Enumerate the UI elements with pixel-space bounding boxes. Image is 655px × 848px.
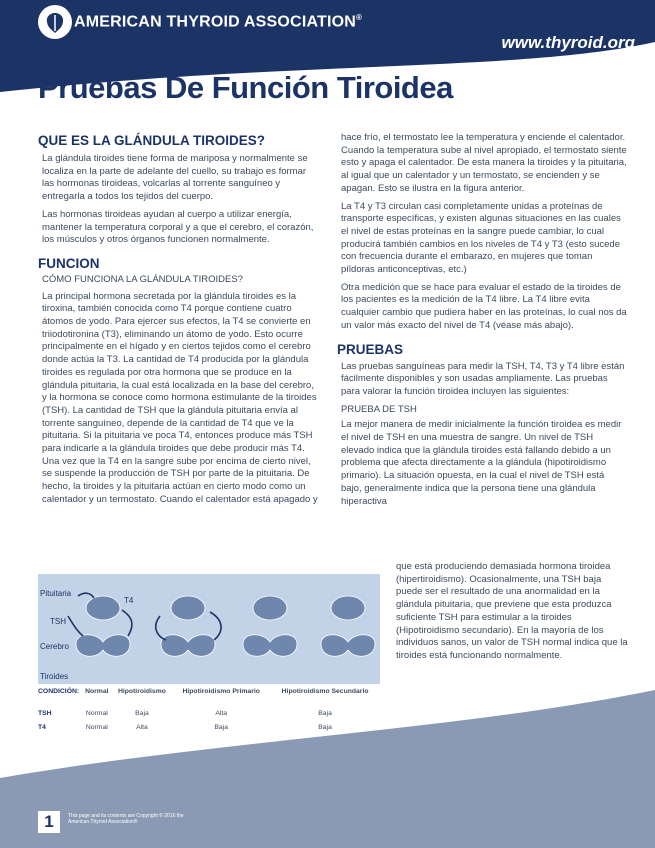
- label-pituitaria: Pituitaria: [40, 589, 72, 598]
- page-number: 1: [38, 811, 60, 833]
- paragraph: Las hormonas tiroideas ayudan al cuerpo a utilizar energía, mantener la temperatura corporal y a que el cerebro, el corazón, los músculos y otros órganos funcionen normalmente.: [42, 208, 314, 246]
- section-heading-que-es: QUE ES LA GLÁNDULA TIROIDES?: [38, 133, 266, 148]
- website-url[interactable]: www.thyroid.org: [501, 33, 635, 52]
- column-header: Normal: [85, 688, 109, 695]
- condicion-label: CONDICIÓN:: [38, 688, 80, 695]
- label-cerebro: Cerebro: [40, 642, 69, 651]
- registered-mark: ®: [356, 12, 363, 22]
- paragraph: La mejor manera de medir inicialmente la función tiroidea es medir el nivel de TSH en una muestra de sangre. Un nivel de TSH elevado indica que la glándula tiroides está fallando debido a un problema que afecta directamente a la glándula (hipotiroidismo primario). La situación opuesta, en la cual el nivel de TSH está bajo, generalmente indica que la persona tiene una glándula hiperactiva: [341, 419, 622, 507]
- column-header: Hipotiroidismo: [117, 688, 166, 695]
- subheading: PRUEBA DE TSH: [341, 403, 417, 415]
- column-header: Hipotiroidismo Secundario: [281, 688, 369, 695]
- table-cell: Baja: [318, 724, 332, 731]
- paragraph: La principal hormona secretada por la glándula tiroides es la tiroxina, también conocida como T4 porque contiene cuatro átomos de yodo. Para ejercer sus efectos, la T4 se convierte en triiodotironina (T3), eliminando un átomo de yodo. Esto ocurre principalmente en el hígado y en ciertos tejidos como el cerebro donde actúa la T3. La cantidad de T4 producida por la glándula tiroides es regulada por otra hormona que se produce en la glándula pituitaria, la cual está localizada en la base del cerebro, y la hormona se conoce como hormona estimulante de la tiroides (TSH). La cantidad de TSH que la glándula pituitaria envía al torrente sanguíneo, depende de la cantidad de T4 que ve la pituitaria. Si la pituitaria ve poca T4, entonces produce más TSH para indicarle a la glándula tiroides que debe producir más T4. Una vez que la T4 en la sangre sube por encima de cierto nivel, se suspende la producción de TSH por parte de la pituitaria. De hecho, la tiroides y la pituitaria actúan en cierto modo como un calentador y un termostato. Cuando el calentador está apagado y: [42, 290, 318, 505]
- column-header: Hipotiroidismo Primario: [182, 688, 260, 695]
- table-cell: Alta: [215, 710, 228, 717]
- table-cell: Alta: [136, 724, 148, 731]
- right-column: [337, 132, 627, 508]
- paragraph: Otra medición que se hace para evaluar el estado de la tiroides de los pacientes es la medición de la T4 libre. La T4 libre evita cualquier cambio que pudiera haber en las proteínas, lo cual nos da un valor más exacto del nivel de T4 (véase más abajo).: [341, 281, 627, 331]
- table-cell: Baja: [318, 710, 332, 717]
- subheading: CÓMO FUNCIONA LA GLÁNDULA TIROIDES?: [42, 273, 243, 285]
- label-tiroides: Tiroides: [40, 672, 69, 681]
- ata-logo: [38, 5, 362, 39]
- org-name: AMERICAN THYROID ASSOCIATION®: [74, 12, 363, 31]
- label-tsh: TSH: [50, 617, 66, 626]
- wrapped-paragraph: que está produciendo demasiada hormona tiroidea (hipertiroidismo). Ocasionalmente, una TSH baja puede ser el resultado de una anormalidad en la glándula pituitaria, que previene que esta produzca suficiente TSH para estimular a la tiroides (Hipotiroidismo secundario). En la mayoría de los individuos sanos, un valor de TSH normal indica que la tiroides está funcionando normalmente.: [396, 561, 628, 661]
- table-cell: Baja: [214, 724, 228, 731]
- paragraph: Las pruebas sanguíneas para medir la TSH, T4, T3 y T4 libre están fácilmente disponibles y son usadas ampliamente. Las pruebas para valorar la función tiroidea incluyen las siguientes:: [341, 360, 625, 397]
- row-label: TSH: [38, 710, 52, 717]
- table-cell: Normal: [85, 710, 108, 717]
- page-title: Pruebas De Función Tiroidea: [38, 70, 453, 105]
- paragraph: hace frío, el termostato lee la temperatura y enciende el calentador. Cuando la temperatura sube al nivel apropiado, el termostato siente esto y apaga el calentador. De esta manera la tiroides y la pituitaria, al igual que un calentador y un termostato, se encienden y se apagan. Esto se ilustra en la figura anterior.: [341, 132, 627, 194]
- thyroid-pituitary-diagram: [38, 574, 380, 684]
- paragraph: La T4 y T3 circulan casi completamente unidas a proteínas de transporte específicas, y existen algunas situaciones en las cuales el nivel de estas proteínas en la sangre puede cambiar, lo cual producirá también cambios en los niveles de T4 y T3 (esto sucede con frecuencia durante el embarazo, en mujeres que toman píldoras anticonceptivas, etc.): [341, 200, 621, 276]
- label-t4: T4: [124, 596, 134, 605]
- left-column: [38, 132, 318, 507]
- section-heading-pruebas: PRUEBAS: [337, 341, 404, 357]
- paragraph: La glándula tiroides tiene forma de mariposa y normalmente se localiza en la parte de adelante del cuello, su trabajo es formar las hormonas tiroideas, volcarlas al torrente sanguíneo y entregarla a todos los tejidos del cuerpo.: [42, 153, 308, 203]
- table-cell: Normal: [85, 724, 108, 731]
- table-cell: Baja: [135, 710, 149, 717]
- butterfly-thyroid-icon: [38, 5, 72, 39]
- copyright-notice: This page and its contents are Copyright © 2016 the American Thyroid Association®: [68, 813, 184, 825]
- row-label: T4: [38, 724, 46, 731]
- section-heading-funcion: FUNCION: [38, 255, 100, 271]
- diagram-illustration: [38, 574, 380, 684]
